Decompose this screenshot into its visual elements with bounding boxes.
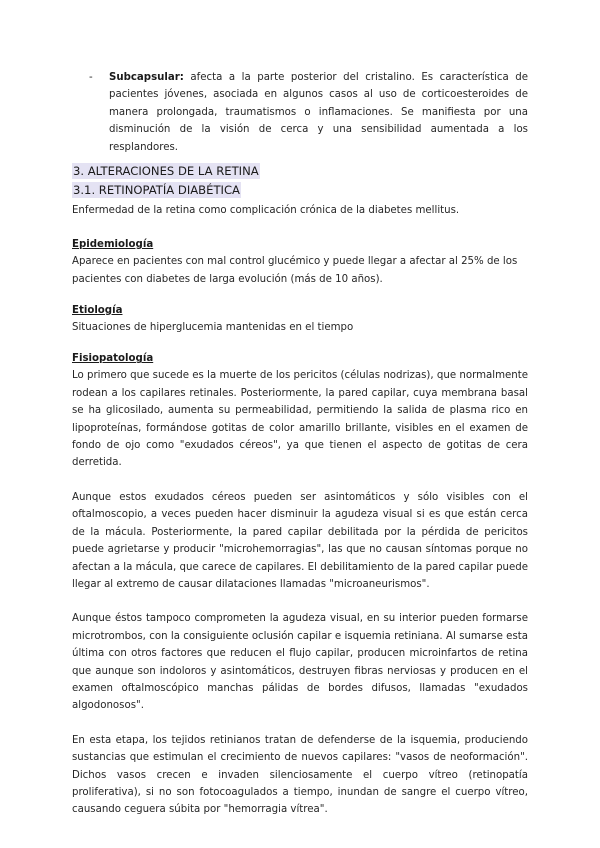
- bullet-description: afecta a la parte posterior del cristalino. Es característica de pacientes jóvenes, asociada en algunos casos al uso de corticoesteroides de manera prolongada, traumatismos o inflamaciones. Se manifiesta por una disminución de la visión de cerca y una sensibilidad aumentada a los resplandores.: [109, 72, 528, 153]
- section-heading: 3. ALTERACIONES DE LA RETINA: [73, 164, 259, 178]
- bullet-term: Subcapsular:: [109, 72, 184, 83]
- bullet-dash: -: [89, 72, 93, 83]
- main-content: [72, 163, 528, 819]
- fisiopatologia-title: Fisiopatología: [72, 353, 154, 365]
- fisiopatologia-paragraph: Aunque éstos tampoco comprometen la agudeza visual, en su interior pueden formarse microtrombos, con la consiguiente oclusión capilar e isquemia retiniana. Al sumarse esta última con otros factores que reducen el flujo capilar, producen microinfartos de retina que aunque son indoloros y asintomáticos, destruyen fibras nerviosas y producen en el examen oftalmoscópico manchas pálidas de bordes difusos, llamadas "exudados algodonosos".: [72, 613, 528, 712]
- fisiopatologia-paragraph: Aunque estos exudados céreos pueden ser asintomáticos y sólo visibles con el oftalmoscopio, a veces pueden hacer disminuir la agudeza visual si es que están cerca de la mácula. Posteriormente, la pared capilar debilitada por la pérdida de pericitos puede agrietarse y producir "microhemorragias", las que no causan síntomas porque no afectan a la mácula, que carece de capilares. El debilitamiento de la pared capilar puede llegar al extremo de causar dilataciones llamadas "microaneurismos".: [72, 491, 528, 590]
- epidemiologia-text: Aparece en pacientes con mal control glucémico y puede llegar a afectar al 25% de los pacientes con diabetes de larga evolución (más de 10 años).: [72, 256, 518, 285]
- fisiopatologia-paragraph: Lo primero que sucede es la muerte de los pericitos (células nodrizas), que normalmente rodean a los capilares retinales. Posteriormente, la pared capilar, cuya membrana basal se ha glicosilado, aumenta su permeabilidad, permitiendo la salida de plasma rico en lipoproteínas, formándose gotitas de color amarillo brillante, visibles en el examen de fondo de ojo como "exudados céreos", ya que tienen el aspecto de gotitas de cera derretida.: [72, 370, 528, 469]
- section-intro: Enfermedad de la retina como complicación crónica de la diabetes mellitus.: [72, 204, 460, 216]
- epidemiologia-title: Epidemiología: [72, 239, 154, 251]
- bullet-text: [109, 69, 528, 156]
- etiologia-title: Etiología: [72, 305, 123, 317]
- section-subheading: 3.1. RETINOPATÍA DIABÉTICA: [73, 183, 240, 198]
- fisiopatologia-paragraph: En esta etapa, los tejidos retinianos tratan de defenderse de la isquemia, produciendo sustancias que estimulan el crecimiento de nuevos capilares: "vasos de neoformación". Dichos vasos crecen e invaden silenciosamente el cuerpo vítreo (retinopatía proliferativa), si no son fotocoagulados a tiempo, inundan de sangre el cuerpo vítreo, causando ceguera súbita por "hemorragia vítrea".: [72, 734, 528, 816]
- etiologia-text: Situaciones de hiperglucemia mantenidas en el tiempo: [72, 322, 354, 334]
- bullet-item-subcapsular: [90, 69, 528, 156]
